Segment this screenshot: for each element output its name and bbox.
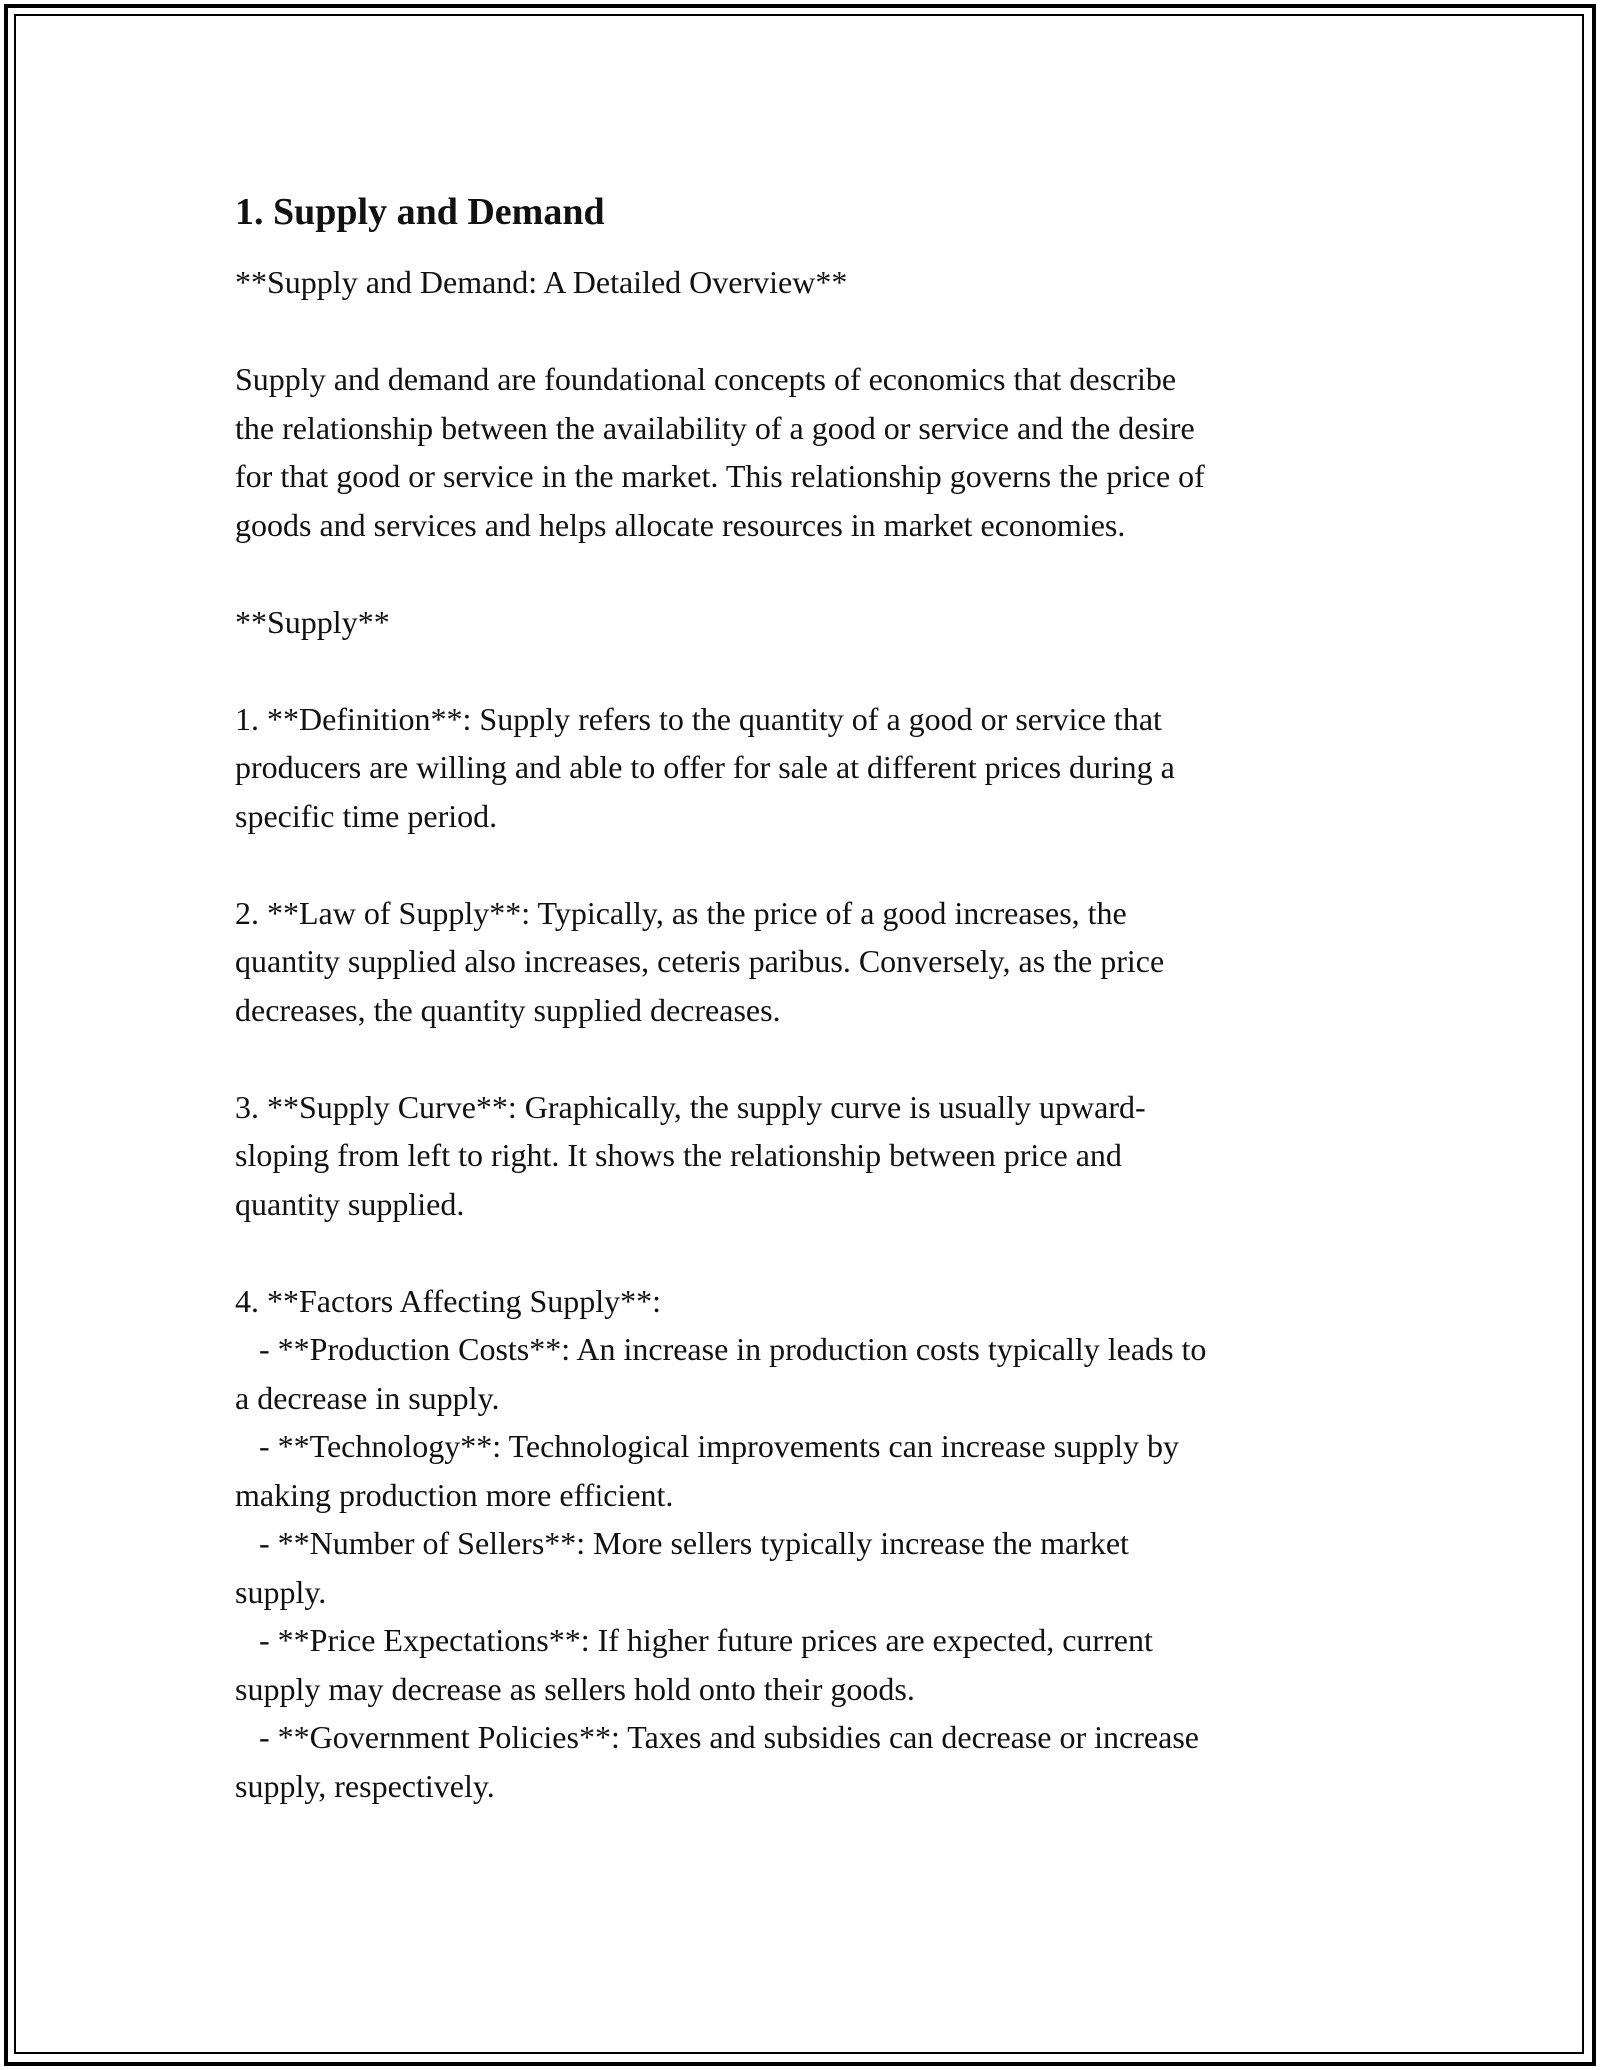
body-line: making production more efficient. bbox=[235, 1476, 674, 1513]
body-line: 2. **Law of Supply**: Typically, as the price of a good increases, the bbox=[235, 894, 1127, 931]
body-line: decreases, the quantity supplied decreases. bbox=[235, 991, 781, 1028]
body-line: - **Number of Sellers**: More sellers typically increase the market bbox=[235, 1525, 1129, 1561]
body-line: **Supply and Demand: A Detailed Overview** bbox=[235, 264, 848, 300]
body-line: **Supply** bbox=[235, 603, 390, 640]
body-line: supply. bbox=[235, 1573, 327, 1610]
body-line: - **Price Expectations**: If higher future prices are expected, current bbox=[235, 1622, 1153, 1658]
body-line: a decrease in supply. bbox=[235, 1379, 500, 1416]
blank-line bbox=[235, 840, 1365, 889]
body-line: quantity supplied. bbox=[235, 1185, 465, 1222]
body-line: 1. **Definition**: Supply refers to the quantity of a good or service that bbox=[235, 700, 1162, 737]
body-line: - **Technology**: Technological improvements can increase supply by bbox=[235, 1428, 1180, 1464]
document-page bbox=[235, 188, 1365, 1810]
blank-line bbox=[235, 1034, 1365, 1083]
body-line: - **Production Costs**: An increase in production costs typically leads to bbox=[235, 1331, 1207, 1367]
body-line: - **Government Policies**: Taxes and subsidies can decrease or increase bbox=[235, 1719, 1199, 1755]
body-line: supply may decrease as sellers hold onto their goods. bbox=[235, 1670, 915, 1707]
body-line: specific time period. bbox=[235, 797, 498, 834]
body-line: 4. **Factors Affecting Supply**: bbox=[235, 1282, 662, 1319]
body-line: sloping from left to right. It shows the relationship between price and bbox=[235, 1137, 1122, 1173]
body-line: quantity supplied also increases, ceteris paribus. Conversely, as the price bbox=[235, 943, 1165, 979]
body-line: 3. **Supply Curve**: Graphically, the supply curve is usually upward- bbox=[235, 1088, 1146, 1125]
blank-line bbox=[235, 307, 1365, 356]
body-line: Supply and demand are foundational concepts of economics that describe bbox=[235, 361, 1177, 397]
body-line: the relationship between the availability of a good or service and the desire bbox=[235, 409, 1195, 446]
body-line: for that good or service in the market. This relationship governs the price of bbox=[235, 458, 1205, 494]
document-title: 1. Supply and Demand bbox=[235, 191, 605, 233]
body-line: supply, respectively. bbox=[235, 1767, 495, 1804]
blank-line bbox=[235, 549, 1365, 598]
body-line: producers are willing and able to offer for sale at different prices during a bbox=[235, 749, 1175, 785]
body-line: goods and services and helps allocate resources in market economies. bbox=[235, 506, 1126, 543]
blank-line bbox=[235, 646, 1365, 695]
document-body bbox=[235, 258, 1365, 1810]
blank-line bbox=[235, 1228, 1365, 1277]
